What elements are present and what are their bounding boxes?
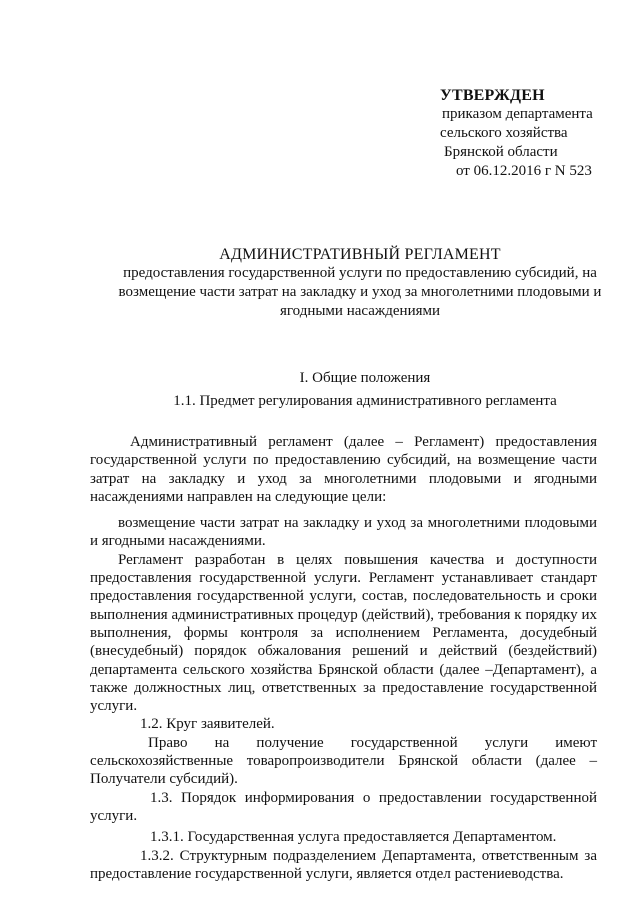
subsection-heading: 1.1. Предмет регулирования административного регламента	[173, 393, 557, 409]
regulation-subtitle-line: возмещение части затрат на закладку и уход за многолетними плодовыми и	[118, 284, 602, 300]
paragraph: Право на получение государственной услуги имеют сельскохозяйственные товаропроизводители Брянской области (далее – Получатели субсидий).	[90, 734, 597, 788]
approval-line: Брянской области	[444, 144, 558, 160]
regulation-title: АДМИНИСТРАТИВНЫЙ РЕГЛАМЕНТ	[219, 246, 501, 263]
paragraph: 1.3.1. Государственная услуга предоставляется Департаментом.	[150, 829, 557, 846]
paragraph: 1.2. Круг заявителей.	[140, 716, 275, 733]
approval-line: приказом департамента	[442, 106, 593, 122]
approval-line: сельского хозяйства	[440, 125, 568, 141]
approval-heading: УТВЕРЖДЕН	[440, 87, 545, 104]
section-heading: I. Общие положения	[299, 370, 431, 386]
paragraph: 1.3.2. Структурным подразделением Департамента, ответственным за предоставление государственной услуги, является отдел растениеводства.	[90, 847, 597, 882]
regulation-subtitle-line: предоставления государственной услуги по предоставлению субсидий, на	[123, 265, 597, 281]
document-title	[80, 245, 640, 321]
paragraph: Административный регламент (далее – Регламент) предоставления государственной услуги по предоставлению субсидий, на возмещение части затрат на закладку и уход за многолетними плодовыми и ягодными насаждениями направлен на следующие цели:	[90, 434, 597, 505]
regulation-subtitle-line: ягодными насаждениями	[279, 303, 441, 319]
paragraph: 1.3. Порядок информирования о предоставлении государственной услуги.	[90, 789, 597, 824]
paragraph: возмещение части затрат на закладку и уход за многолетними плодовыми и ягодными насаждениями.	[90, 515, 597, 550]
approval-date: от 06.12.2016 г N 523	[456, 163, 592, 179]
approval-stamp	[440, 86, 593, 181]
document-body	[90, 433, 597, 883]
paragraph: Регламент разработан в целях повышения качества и доступности предоставления государственной услуги. Регламент устанавливает стандарт предоставления государственной услуги, состав, последовательность и сроки выполнения административных процедур (действий), требования к порядку их выполнения, формы контроля за исполнением Регламента, досудебный (внесудебный) порядок обжалования решений и действий (бездействий) департамента сельского хозяйства Брянской области (далее –Департамент), а также должностных лиц, ответственных за предоставление государственной услуги.	[90, 551, 597, 715]
